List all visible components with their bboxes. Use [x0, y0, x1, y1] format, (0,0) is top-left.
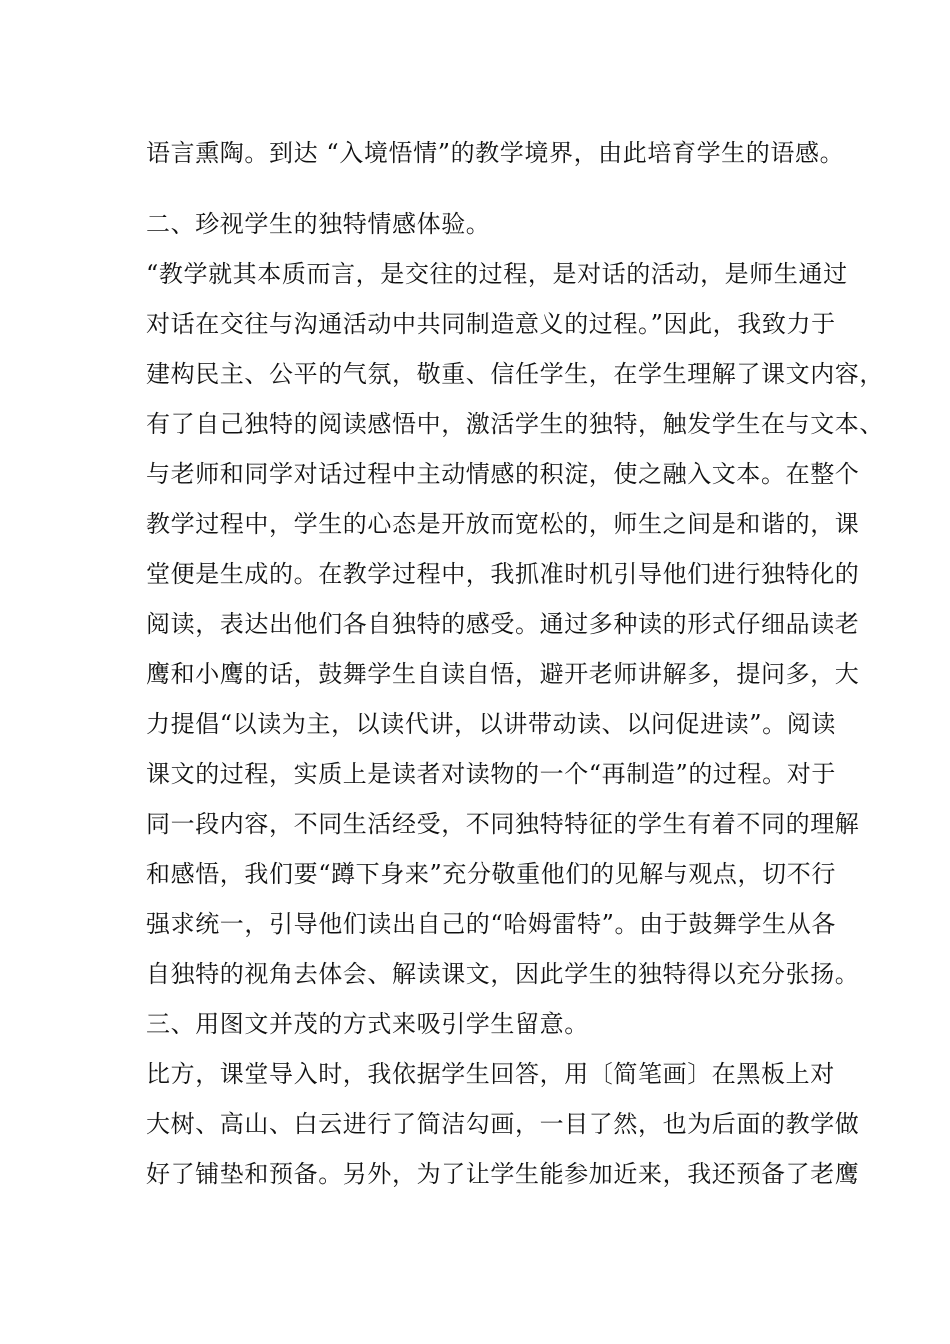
text-line: 语言熏陶。到达 “入境悟情”的教学境界，由此培育学生的语感。 [146, 139, 845, 167]
text-line: 大树、高山、白云进行了简洁勾画，一目了然，也为后面的教学做 [146, 1110, 860, 1138]
text-line: 力提倡“以读为主，以读代讲，以讲带动读、以问促进读”。阅读 [146, 710, 836, 738]
section-heading: 二、珍视学生的独特情感体验。 [146, 210, 491, 238]
section-heading: 三、用图文并茂的方式来吸引学生留意。 [146, 1010, 589, 1038]
text-line: 堂便是生成的。在教学过程中，我抓准时机引导他们进行独特化的 [146, 560, 860, 588]
text-line: 教学过程中，学生的心态是开放而宽松的，师生之间是和谐的，课 [146, 510, 860, 538]
text-line: 课文的过程，实质上是读者对读物的一个“再制造”的过程。对于 [146, 760, 836, 788]
text-line: 强求统一，引导他们读出自己的“哈姆雷特”。由于鼓舞学生从各 [146, 910, 836, 938]
text-line: “教学就其本质而言，是交往的过程，是对话的活动，是师生通过 [146, 260, 848, 288]
text-line: 好了铺垫和预备。另外，为了让学生能参加近来，我还预备了老鹰 [146, 1160, 860, 1188]
text-line: 比方，课堂导入时，我依据学生回答，用〔简笔画〕在黑板上对 [146, 1060, 835, 1088]
text-line: 与老师和同学对话过程中主动情感的积淀，使之融入文本。在整个 [146, 460, 860, 488]
text-line: 同一段内容，不同生活经受，不同独特特征的学生有着不同的理解 [146, 810, 860, 838]
text-line: 对话在交往与沟通活动中共同制造意义的过程。”因此，我致力于 [146, 310, 836, 338]
text-line: 和感悟，我们要“蹲下身来”充分敬重他们的见解与观点，切不行 [146, 860, 836, 888]
text-line: 自独特的视角去体会、解读课文，因此学生的独特得以充分张扬。 [146, 960, 860, 988]
text-line: 阅读，表达出他们各自独特的感受。通过多种读的形式仔细品读老 [146, 610, 860, 638]
text-line: 鹰和小鹰的话，鼓舞学生自读自悟，避开老师讲解多，提问多，大 [146, 660, 860, 688]
text-line: 建构民主、公平的气氛，敬重、信任学生，在学生理解了课文内容， [146, 360, 884, 388]
text-line: 有了自己独特的阅读感悟中，激活学生的独特，触发学生在与文本、 [146, 410, 884, 438]
